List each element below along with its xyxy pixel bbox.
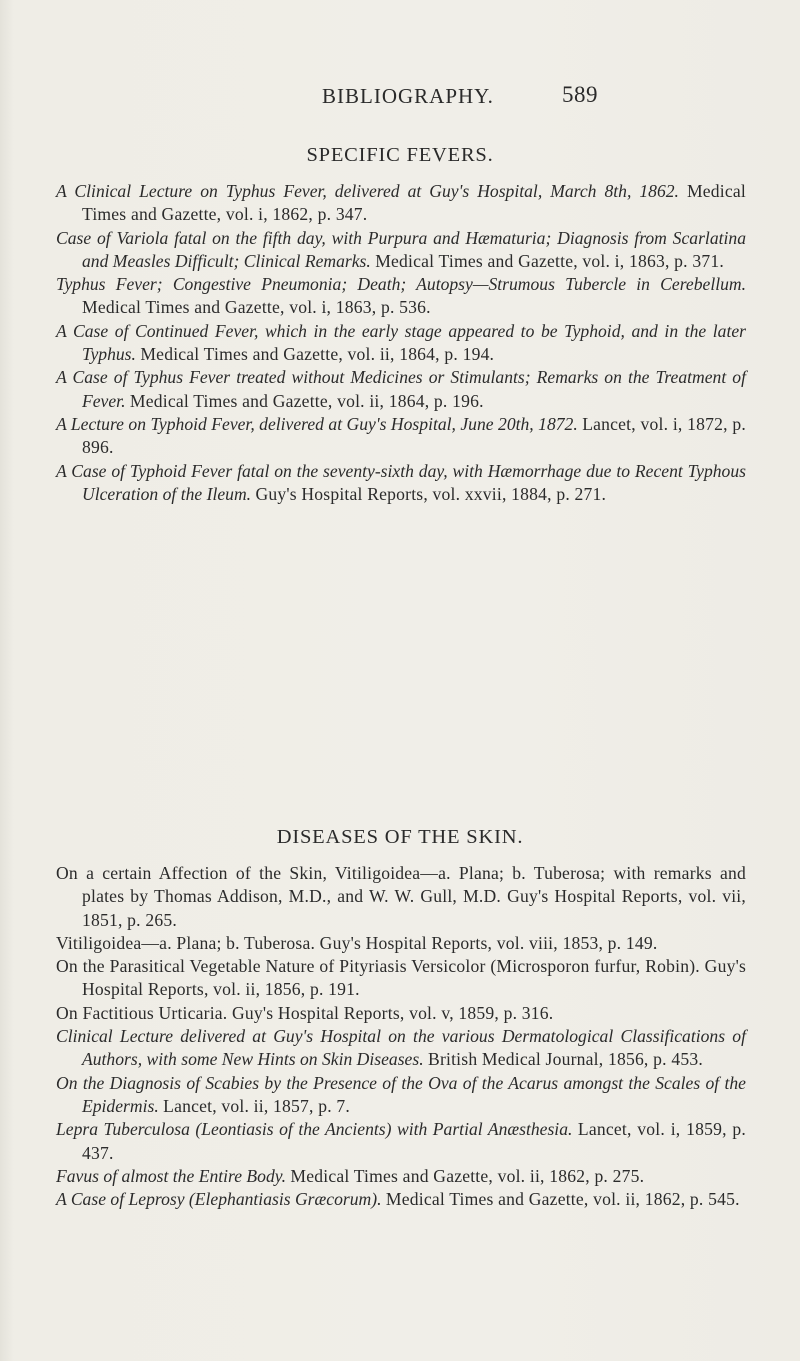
entry-source: Medical Times and Gazette, vol. ii, 1864, p. 194. xyxy=(140,344,495,365)
entry-title: Favus of almost the Entire Body. xyxy=(56,1165,286,1186)
bibliography-entry xyxy=(56,320,746,367)
entry-source: Vitiligoidea—a. Plana; b. Tuberosa. Guy's Hospital Reports, vol. viii, 1853, p. 149. xyxy=(56,932,658,953)
entry-title: A Case of Continued Fever, which in the early stage appeared to be Typhoid, and in the later Typhus. xyxy=(56,320,746,365)
entry-source: Lancet, vol. i, 1859, p. 437. xyxy=(82,1119,746,1163)
entry-source: Medical Times and Gazette, vol. i, 1863, p. 536. xyxy=(82,297,431,318)
bibliography-entry xyxy=(56,1002,746,1025)
entry-source: British Medical Journal, 1856, p. 453. xyxy=(428,1049,703,1070)
entry-source: On a certain Affection of the Skin, Vitiligoidea—a. Plana; b. Tuberosa; with remarks and plates by Thomas Addison, M.D., and W. W. Gull, M.D. Guy's Hospital Reports, vol. vii, 1851, p. 265. xyxy=(56,863,746,930)
bibliography-entry xyxy=(56,180,746,227)
bibliography-entry xyxy=(56,273,746,320)
bibliography-entry xyxy=(56,862,746,932)
entry-source: Medical Times and Gazette, vol. i, 1863, p. 371. xyxy=(375,250,724,271)
bibliography-entry xyxy=(56,413,746,460)
bibliography-entry xyxy=(56,460,746,507)
entry-title: On the Diagnosis of Scabies by the Presence of the Ova of the Acarus amongst the Scales of the Epidermis. xyxy=(56,1072,746,1116)
entry-title: A Case of Typhus Fever treated without Medicines or Stimulants; Remarks on the Treatment of Fever. xyxy=(56,367,746,411)
bibliography-entry xyxy=(56,227,746,274)
entry-title: A Clinical Lecture on Typhus Fever, delivered at Guy's Hospital, March 8th, 1862. xyxy=(56,181,679,201)
entry-source: On the Parasitical Vegetable Nature of Pityriasis Versicolor (Microsporon furfur, Robin). Guy's Hospital Reports, vol. ii, 1856, p. 191. xyxy=(56,956,746,1000)
bibliography-list-specific-fevers xyxy=(56,180,746,506)
section-heading-diseases-of-the-skin: DISEASES OF THE SKIN. xyxy=(276,826,524,848)
entry-source: Medical Times and Gazette, vol. ii, 1862, p. 545. xyxy=(385,1189,740,1210)
bibliography-entry xyxy=(56,955,746,1002)
entry-title: A Lecture on Typhoid Fever, delivered at Guy's Hospital, June 20th, 1872. xyxy=(56,413,578,434)
entry-title: Clinical Lecture delivered at Guy's Hospital on the various Dermatological Classifications of Authors, with some New Hints on Skin Diseases. xyxy=(56,1026,746,1070)
bibliography-entry xyxy=(56,1188,746,1211)
entry-source: Medical Times and Gazette, vol. i, 1862, p. 347. xyxy=(82,181,746,225)
entry-source: Lancet, vol. i, 1872, p. 896. xyxy=(82,413,746,458)
entry-source: On Factitious Urticaria. Guy's Hospital Reports, vol. v, 1859, p. 316. xyxy=(56,1002,554,1023)
bibliography-entry xyxy=(56,1072,746,1119)
entry-source: Medical Times and Gazette, vol. ii, 1864, p. 196. xyxy=(129,390,484,411)
entry-source: Medical Times and Gazette, vol. ii, 1862, p. 275. xyxy=(290,1165,645,1186)
entry-title: A Case of Typhoid Fever fatal on the seventy-sixth day, with Hæmorrhage due to Recent Typhous Ulceration of the Ileum. xyxy=(56,460,746,504)
section-heading-specific-fevers: SPECIFIC FEVERS. xyxy=(306,144,494,166)
entry-title: Typhus Fever; Congestive Pneumonia; Death; Autopsy—Strumous Tubercle in Cerebellum. xyxy=(56,274,746,295)
entry-title: Lepra Tuberculosa (Leontiasis of the Ancients) with Partial Anæsthesia. xyxy=(56,1119,573,1140)
entry-title: Case of Variola fatal on the fifth day, with Purpura and Hæmaturia; Diagnosis from Scarlatina and Measles Difficult; Clinical Remarks. xyxy=(56,227,746,271)
entry-source: Guy's Hospital Reports, vol. xxvii, 1884, p. 271. xyxy=(255,483,607,504)
entry-title: A Case of Leprosy (Elephantiasis Græcorum). xyxy=(56,1189,382,1210)
entry-source: Lancet, vol. ii, 1857, p. 7. xyxy=(163,1095,351,1116)
bibliography-entry xyxy=(56,1118,746,1165)
bibliography-entry xyxy=(56,932,746,955)
bibliography-entry xyxy=(56,366,746,413)
bibliography-list-diseases-of-the-skin xyxy=(56,862,746,1211)
page-number: 589 xyxy=(562,82,598,107)
bibliography-entry xyxy=(56,1025,746,1072)
running-head-title: BIBLIOGRAPHY. xyxy=(322,84,494,108)
bibliography-entry xyxy=(56,1165,746,1188)
